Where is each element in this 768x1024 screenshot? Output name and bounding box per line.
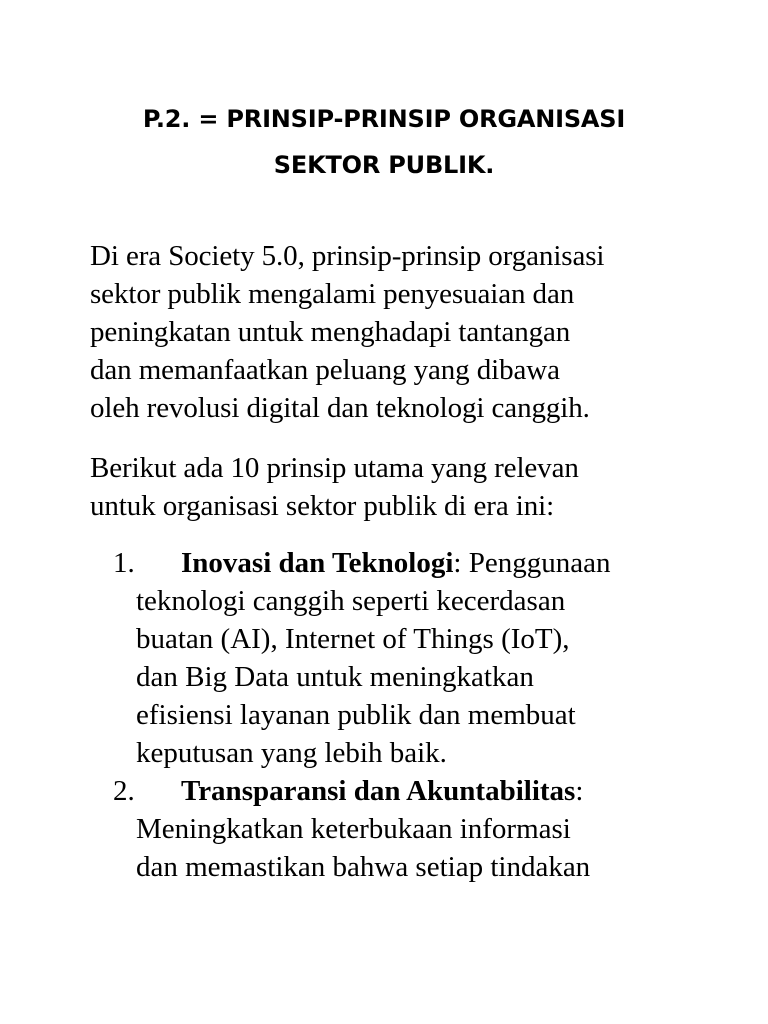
list-item-line: keputusan yang lebih baik. (136, 737, 447, 769)
list-item (90, 544, 740, 772)
list-item-line: efisiensi layanan publik dan membuat (136, 699, 576, 731)
list-item-line: buatan (AI), Internet of Things (IoT), (136, 623, 570, 655)
list-item-line: Meningkatkan keterbukaan informasi (136, 813, 571, 845)
intro-line: sektor publik mengalami penyesuaian dan (90, 278, 575, 310)
title-line-2: SEKTOR PUBLIK. (273, 151, 495, 179)
document-title (0, 96, 768, 188)
intro-line: Di era Society 5.0, prinsip-prinsip organisasi (90, 240, 605, 272)
list-item-number: 1. (113, 547, 135, 579)
list-item-first-text: Penggunaan (461, 547, 611, 579)
intro-line: dan memanfaatkan peluang yang dibawa (90, 354, 560, 386)
intro-line: peningkatan untuk menghadapi tantangan (90, 316, 571, 348)
intro-line: oleh revolusi digital dan teknologi canggih. (90, 392, 590, 424)
list-item-heading-line (90, 772, 740, 810)
lead-line: Berikut ada 10 prinsip utama yang relevan (90, 452, 579, 484)
title-line-1: P.2. = PRINSIP-PRINSIP ORGANISASI (142, 105, 626, 133)
list-item-number: 2. (113, 775, 135, 807)
lead-line: untuk organisasi sektor publik di era ini: (90, 490, 555, 522)
list-item-heading-line (90, 544, 740, 582)
list-item (90, 772, 740, 886)
list-item-colon: : (575, 775, 584, 807)
intro-paragraph (90, 237, 730, 427)
list-item-term: Transparansi dan Akuntabilitas (181, 775, 576, 807)
list-item-line: dan memastikan bahwa setiap tindakan (136, 851, 591, 883)
list-item-line: dan Big Data untuk meningkatkan (136, 661, 534, 693)
list-item-colon: : (453, 547, 462, 579)
lead-paragraph (90, 449, 730, 525)
principles-list (90, 544, 740, 886)
list-item-term: Inovasi dan Teknologi (181, 547, 454, 579)
list-item-line: teknologi canggih seperti kecerdasan (136, 585, 566, 617)
